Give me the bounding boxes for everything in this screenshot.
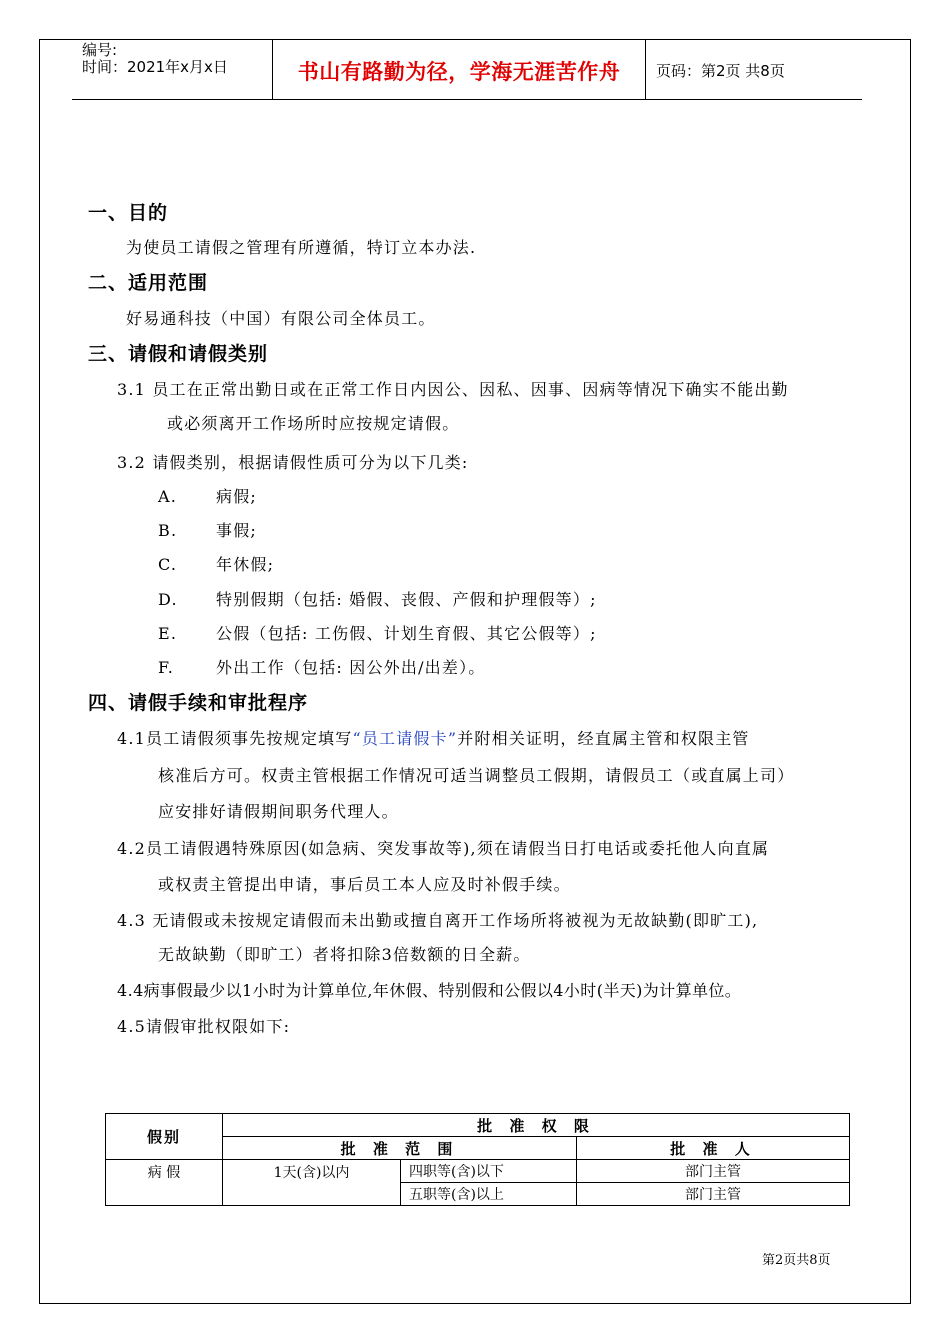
leave-type-text: 年休假; (216, 555, 275, 574)
section-3-1-line2: 或必须离开工作场所时应按规定请假。 (167, 414, 460, 433)
leave-type-item (158, 621, 597, 644)
leave-type-item (158, 587, 597, 610)
footer-page-number: 第2页共8页 (762, 1253, 831, 1268)
cell-approver: 部门主管 (577, 1160, 850, 1183)
leave-type-label: B. (158, 521, 178, 540)
cell-duration: 1天(含)以内 (223, 1160, 401, 1206)
section-4-5: 4.5请假审批权限如下: (117, 1017, 291, 1036)
cell-approver: 部门主管 (577, 1183, 850, 1206)
leave-type-text: 病假; (216, 487, 257, 506)
section-1-title: 一、目的 (88, 202, 169, 224)
approval-table (105, 1113, 850, 1206)
date-label: 时间：2021年x月x日 (82, 58, 228, 76)
section-3-2: 3.2 请假类别，根据请假性质可分为以下几类: (117, 453, 469, 472)
section-4-3-line1: 4.3 无请假或未按规定请假而未出勤或擅自离开工作场所将被视为无故缺勤(即旷工), (117, 911, 759, 930)
cell-rank: 五职等(含)以上 (401, 1183, 577, 1206)
leave-type-label: C. (158, 555, 178, 574)
section-2-title: 二、适用范围 (88, 272, 209, 294)
section-3-title: 三、请假和请假类别 (88, 343, 269, 365)
header-page-info: 页码：第2页 共8页 (656, 62, 785, 80)
doc-number-label: 编号: (82, 41, 118, 59)
section-4-3-line2: 无故缺勤（即旷工）者将扣除3倍数额的日全薪。 (158, 945, 531, 964)
leave-type-item (158, 518, 257, 541)
header-divider (72, 99, 862, 100)
header-motto: 书山有路勤为径，学海无涯苦作舟 (297, 60, 621, 84)
table-row (106, 1160, 850, 1183)
header-separator-left (272, 39, 273, 99)
leave-card-link-text: “员工请假卡” (352, 729, 458, 748)
header-leave-type: 假别 (106, 1114, 223, 1160)
leave-type-text: 公假（包括: 工伤假、计划生育假、其它公假等）; (216, 624, 597, 643)
cell-rank: 四职等(含)以下 (401, 1160, 577, 1183)
table-row (106, 1114, 850, 1137)
leave-type-label: F. (158, 658, 175, 677)
leave-type-text: 外出工作（包括: 因公外出/出差）。 (216, 658, 486, 677)
leave-type-text: 特别假期（包括: 婚假、丧假、产假和护理假等）; (216, 590, 597, 609)
header-approval-scope: 批 准 范 围 (223, 1137, 577, 1160)
section-4-title: 四、请假手续和审批程序 (88, 692, 309, 714)
section-4-1-line3: 应安排好请假期间职务代理人。 (158, 802, 399, 821)
leave-type-label: A. (158, 487, 178, 506)
section-4-1-text-a: 4.1员工请假须事先按规定填写 (117, 729, 353, 748)
leave-type-item (158, 655, 485, 678)
section-4-1-text-b: 并附相关证明，经直属主管和权限主管 (457, 729, 750, 748)
header-approver: 批 准 人 (577, 1137, 850, 1160)
section-4-2-line1: 4.2员工请假遇特殊原因(如急病、突发事故等),须在请假当日打电话或委托他人向直属 (117, 839, 770, 858)
header-separator-right (645, 39, 646, 99)
section-4-1-line2: 核准后方可。权责主管根据工作情况可适当调整员工假期，请假员工（或直属上司） (158, 766, 795, 785)
cell-leave-type: 病 假 (106, 1160, 223, 1206)
leave-type-item (158, 552, 274, 575)
header-approval-authority: 批 准 权 限 (223, 1114, 850, 1137)
section-4-2-line2: 或权责主管提出申请，事后员工本人应及时补假手续。 (158, 875, 571, 894)
section-3-1-line1: 3.1 员工在正常出勤日或在正常工作日内因公、因私、因事、因病等情况下确实不能出勤 (117, 380, 789, 399)
leave-type-text: 事假; (216, 521, 257, 540)
section-1-text: 为使员工请假之管理有所遵循，特订立本办法. (126, 238, 477, 257)
section-4-4: 4.4病事假最少以1小时为计算单位,年休假、特别假和公假以4小时(半天)为计算单位。 (117, 981, 742, 1000)
section-2-text: 好易通科技（中国）有限公司全体员工。 (126, 309, 436, 328)
leave-type-label: D. (158, 590, 178, 609)
leave-type-item (158, 484, 257, 507)
leave-type-label: E. (158, 624, 178, 643)
section-4-1-line1 (117, 726, 750, 749)
